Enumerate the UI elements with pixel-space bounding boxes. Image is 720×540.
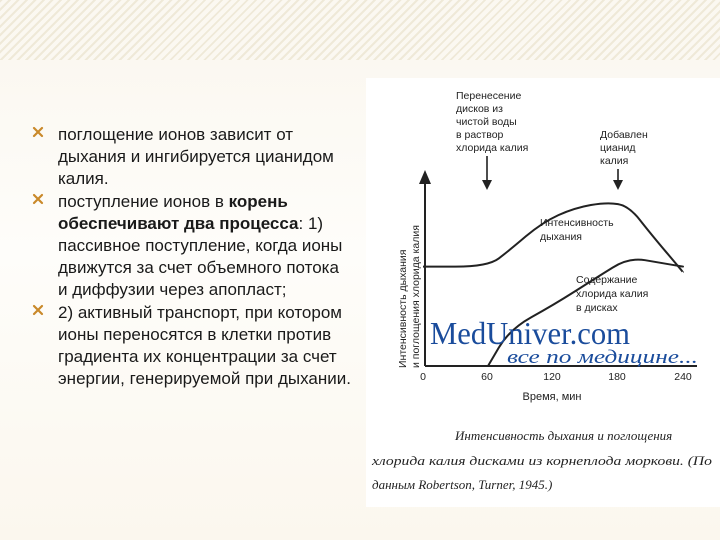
respiration-curve-label [540,217,614,243]
annotation-line: калия [600,155,629,167]
cyanide-arrow [613,169,623,190]
figure-panel [366,78,720,507]
bullet-item [30,191,352,302]
x-tick-label: 240 [674,371,692,383]
curve-label-line: дыхания [540,231,582,243]
x-tick-labels [420,371,692,383]
x-axis-label: Время, мин [522,391,582,403]
bullet-list [30,124,352,390]
watermark-main: MedUniver.com [430,315,631,351]
caption-line: Интенсивность дыхания и поглощения [455,428,673,443]
bullet-item [30,124,352,191]
x-tick-label: 120 [543,371,561,383]
x-tick-label: 60 [481,371,493,383]
watermark-sub: все по медицине... [507,347,698,368]
bullet-text: поступление ионов в [58,191,229,211]
caption-line: хлорида калия дисками из корнеплода моркови. (По [370,453,713,468]
annotation-line: в раствор [456,129,504,141]
svg-text:Интенсивность дыхания: Интенсивность дыхания [397,249,409,368]
transfer-arrow [482,156,492,190]
transfer-annotation [456,90,528,154]
curve-label-line: Интенсивность [540,217,614,229]
annotation-line: Добавлен [600,129,648,141]
curve-label-line: в дисках [576,302,618,314]
bullet-text: : 1) пассивное поступление, когда ионы движутся за счет объемного потока и диффузии через апопласт; [58,213,343,300]
cyanide-annotation [600,129,648,167]
annotation-line: цианид [600,142,636,154]
bullet-text: поглощение ионов зависит от дыхания и ингибируется цианидом калия. [58,125,334,189]
header-stripes [0,0,720,60]
svg-text:и поглощения хлорида калия: и поглощения хлорида калия [410,225,422,368]
content-curve-label [576,274,648,314]
bullet-text: 2) активный транспорт, при котором ионы переносятся в клетки против градиента их концентрации за счет энергии, генерируемой при дыхании. [58,302,351,389]
curve-label-line: Содержание [576,274,638,286]
x-tick-label: 180 [608,371,626,383]
annotation-line: хлорида калия [456,142,529,154]
bullet-text-bold: корень обеспечивают два процесса [58,191,299,233]
watermark [430,315,698,368]
x-bullet-icon [32,192,46,210]
x-bullet-icon [32,125,46,143]
x-tick-label: 0 [420,371,426,383]
annotation-line: дисков из [456,103,503,115]
respiration-uptake-chart [366,78,720,507]
annotation-line: чистой воды [456,116,517,128]
x-bullet-icon [32,303,46,321]
curve-label-line: хлорида калия [576,288,649,300]
y-axis-label [397,225,422,368]
caption-line: данным Robertson, Turner, 1945.) [372,477,553,492]
bullet-item [30,302,352,391]
figure-caption [371,428,713,492]
annotation-line: Перенесение [456,90,522,102]
